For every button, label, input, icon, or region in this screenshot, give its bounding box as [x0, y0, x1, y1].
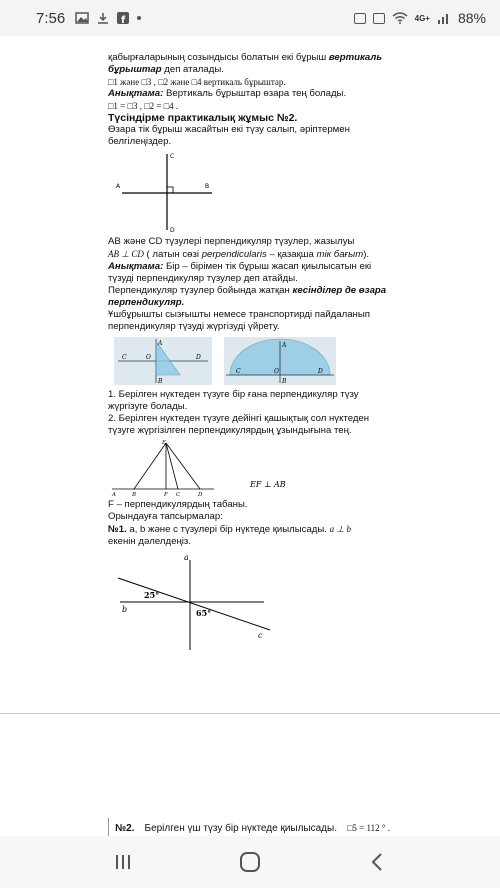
- right-angle-mark: [167, 187, 173, 193]
- perpendicular-lines-svg: [108, 150, 398, 234]
- tasks-title: Орындауға тапсырмалар:: [108, 511, 223, 522]
- label-c-3: C: [236, 368, 241, 375]
- label-b-3: B: [282, 378, 287, 385]
- back-icon: [370, 852, 384, 872]
- angle-65: 65°: [196, 608, 212, 618]
- section-heading: Түсіндірме практикалық жұмыс №2.: [108, 112, 298, 124]
- more-notifications-icon: [137, 16, 141, 20]
- perpendicular-lines-figure: [108, 150, 398, 234]
- label-o-2: O: [146, 354, 151, 361]
- ruler-protractor-svg: [108, 335, 398, 387]
- svg-text:f: f: [121, 15, 126, 24]
- recents-button[interactable]: [103, 842, 143, 882]
- property-1: 1. Берілген нүктеден түзуге бір ғана перпендикуляр түзу жүргізуге болады.: [108, 389, 359, 412]
- home-icon: [239, 851, 261, 873]
- network-type: 4G+: [414, 13, 430, 23]
- label-d: D: [170, 227, 175, 234]
- next-page-preview: №2. Берілген үш түзу бір нүктеде қиылысады. □5 = 112 ° .: [108, 818, 398, 838]
- label-c-2: C: [122, 354, 127, 361]
- tools-text: Ұшбұрышты сызғышты немесе транспортирді пайдаланып перпендикуляр түзуді жүргізуді үйрету.: [108, 309, 370, 332]
- vibrate-icon: [354, 13, 366, 24]
- perpendicular-notation-2: AB ⊥ CD ( латын сөзі perpendicularis – қазақша тік бағыт).: [108, 249, 370, 260]
- exercise-1-end: екенін дәлелдеңіз.: [108, 536, 191, 547]
- label-a-f3: A: [112, 492, 116, 497]
- task-text: Өзара тік бұрыш жасайтын екі түзу салып, әріптермен белгілеңіздер.: [108, 124, 350, 147]
- label-a-2: A: [158, 340, 163, 347]
- angle-25: 25°: [144, 590, 160, 600]
- status-time: 7:56: [36, 9, 66, 27]
- notification-icons: [75, 12, 141, 24]
- foot-text: F – перпендикулярдың табаны.: [108, 499, 248, 510]
- label-b-f4: b: [122, 605, 128, 614]
- image-icon: [75, 12, 89, 24]
- recents-icon: [113, 853, 133, 871]
- ef-perp-ab-caption: EF ⊥ AB: [250, 480, 286, 489]
- definition-1-equation: □1 = □3 , □2 = □4 .: [108, 101, 179, 111]
- definition-2: Анықтама: Бір – бірімен тік бұрыш жасап қиылысатын екі түзуді перпендикуляр түзулер деп атайды.: [108, 261, 372, 284]
- label-a-f4: a: [184, 554, 189, 562]
- text-line: қабырғаларының созындысы болатын екі бұрыш вертикаль: [108, 52, 383, 63]
- text-line: □1 және □3 , □2 және □4 вертикаль бұрыштар.: [108, 77, 286, 87]
- label-c-f3: C: [176, 492, 181, 497]
- label-f-f3: F: [164, 492, 168, 497]
- label-c-f4: c: [258, 631, 263, 640]
- property-2: 2. Берілген нүктеден түзуге дейінгі қашықтық сол нүктеден түзуге жүргізілген перпендикулярдың ұзындығына тең.: [108, 413, 370, 436]
- three-lines-figure: [108, 554, 398, 654]
- perpendicular-notation: AB және CD түзулері перпендикуляр түзулер, жазылуы: [108, 236, 355, 247]
- page-gap: [0, 714, 500, 814]
- download-icon: [97, 12, 109, 24]
- line-c: [118, 578, 270, 630]
- document-page: [108, 52, 398, 656]
- label-c: C: [170, 153, 175, 160]
- perpendicular-foot-figure: [108, 439, 398, 497]
- label-d-3: D: [318, 368, 323, 375]
- navigation-bar: [0, 836, 500, 888]
- perpendicular-foot-svg: [108, 439, 398, 497]
- text-line: бұрыштар деп аталады.: [108, 64, 224, 75]
- slant-ec: [166, 443, 178, 489]
- label-b: B: [205, 183, 210, 190]
- battery-level: 88%: [457, 10, 486, 26]
- label-b-2: B: [158, 378, 163, 385]
- slant-ea: [134, 443, 166, 489]
- home-button[interactable]: [230, 842, 270, 882]
- label-a: A: [116, 183, 121, 190]
- ruler-protractor-figure: [108, 335, 398, 387]
- exercise-1: №1. a, b және c түзулері бір нүктеде қиылысады. a ⊥ b: [108, 524, 351, 535]
- label-e: E: [162, 440, 167, 446]
- status-bar: [0, 0, 500, 36]
- slant-ed: [166, 443, 200, 489]
- label-a-3: A: [282, 342, 287, 349]
- segments-text: Перпендикуляр түзулер бойында жатқан кесінділер де өзара перпендикуляр.: [108, 285, 387, 308]
- label-o-3: O: [274, 368, 279, 375]
- back-button[interactable]: [357, 842, 397, 882]
- label-d-2: D: [196, 354, 201, 361]
- three-lines-svg: [108, 554, 398, 654]
- label-b-f3: B: [132, 492, 137, 497]
- definition-1: Анықтама: Вертикаль бұрыштар өзара тең болады.: [108, 88, 347, 99]
- status-right: [354, 10, 486, 26]
- mute-icon: [373, 13, 385, 24]
- facebook-icon: [117, 12, 129, 24]
- label-d-f3: D: [198, 492, 203, 497]
- wifi-icon: [392, 12, 408, 24]
- signal-icon: [437, 12, 451, 24]
